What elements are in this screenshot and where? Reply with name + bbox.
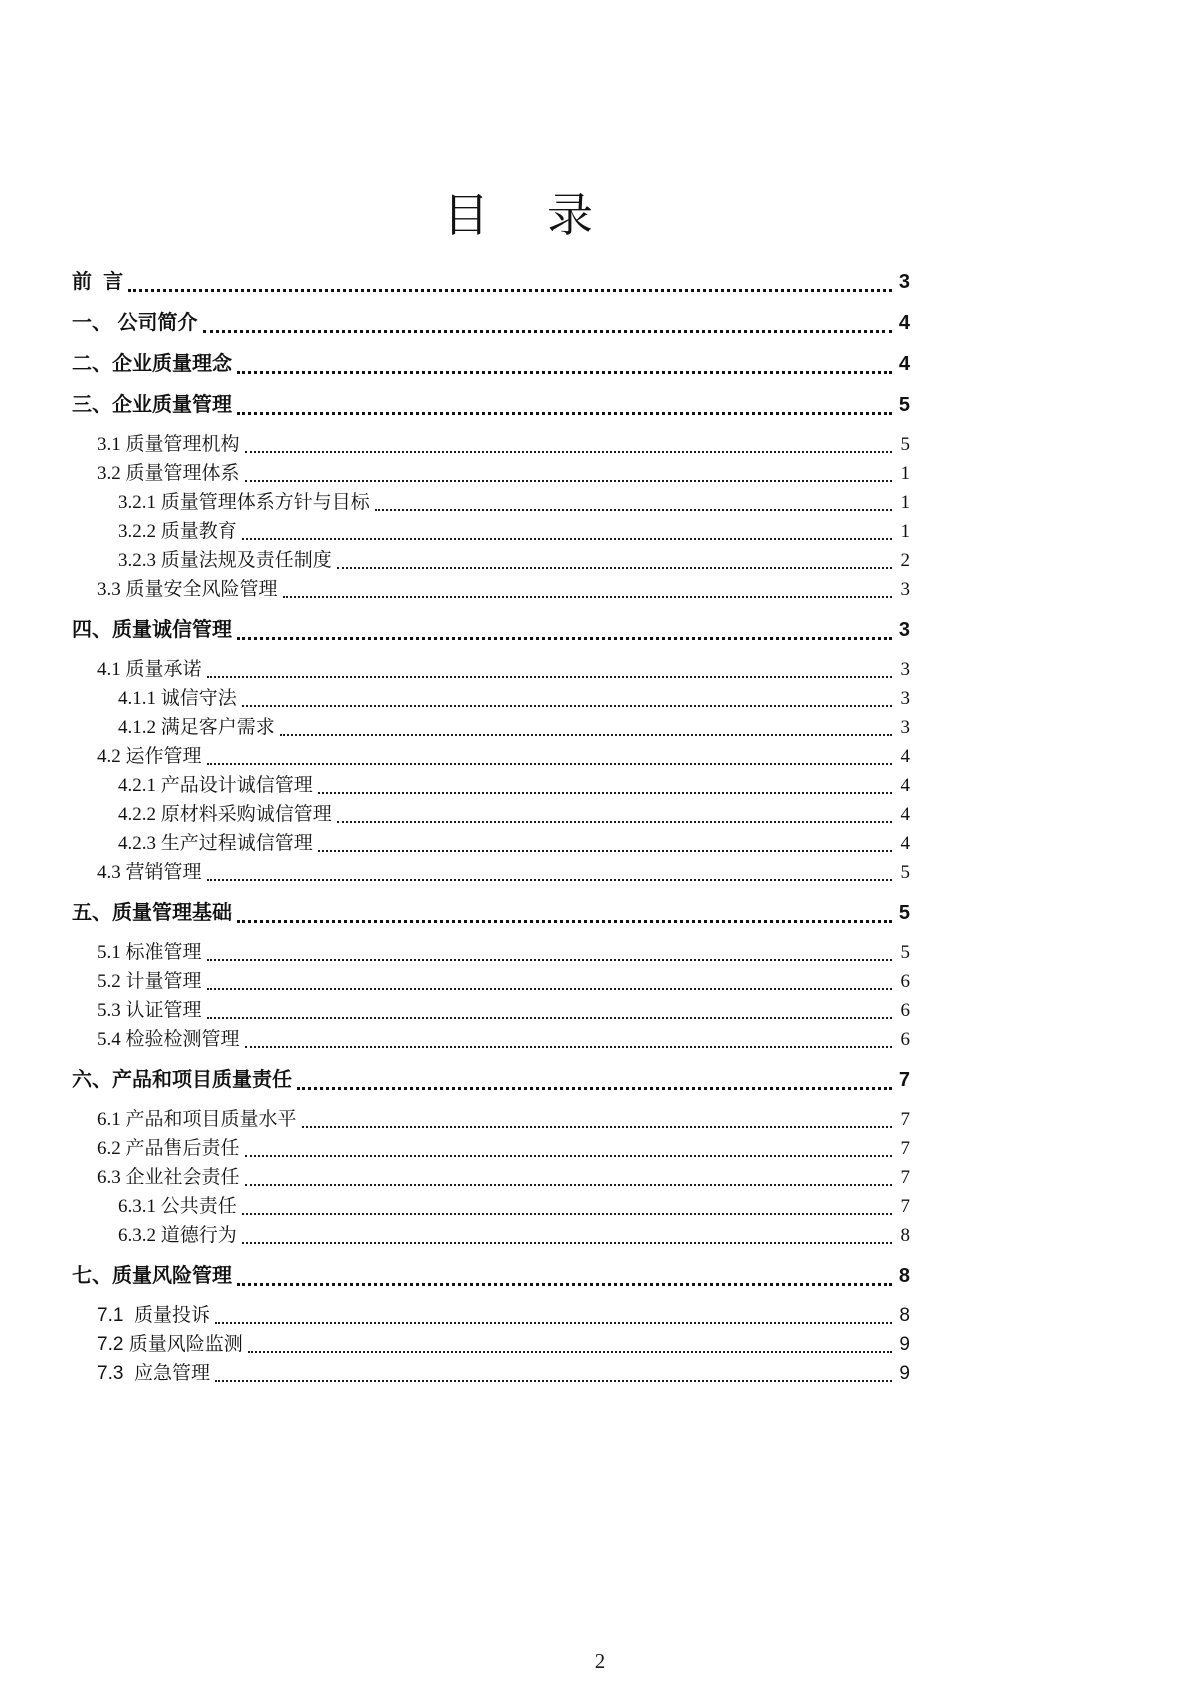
toc-entry[interactable]: [72, 1262, 910, 1291]
toc-entry-label: 二、企业质量理念: [72, 353, 232, 375]
toc-entry[interactable]: [72, 517, 910, 546]
toc-entry-page-number: 4: [900, 833, 910, 854]
toc-entry-page-number: 4: [900, 804, 910, 825]
toc-entry-label: 6.2 产品售后责任: [97, 1138, 240, 1159]
toc-entry[interactable]: [72, 899, 910, 928]
table-of-contents: [72, 268, 910, 1388]
dotted-leader: [207, 879, 892, 881]
toc-entry[interactable]: [72, 938, 910, 967]
dotted-leader: [207, 763, 892, 765]
toc-entry-page-number: 6: [900, 971, 910, 992]
toc-entry[interactable]: [72, 684, 910, 713]
toc-entry-page-number: 2: [900, 550, 910, 571]
toc-entry-page-number: 3: [900, 659, 910, 680]
toc-entry-page-number: 4: [900, 775, 910, 796]
dotted-leader: [318, 850, 892, 852]
toc-entry[interactable]: [72, 967, 910, 996]
toc-entry-label: 3.2 质量管理体系: [97, 463, 240, 484]
toc-entry[interactable]: [72, 268, 910, 297]
toc-entry[interactable]: [72, 1134, 910, 1163]
toc-entry-label: 四、质量诚信管理: [72, 619, 232, 641]
dotted-leader: [248, 1351, 892, 1353]
toc-entry-label: 4.1 质量承诺: [97, 659, 202, 680]
toc-entry-label: 4.1.1 诚信守法: [118, 688, 237, 709]
toc-entry-page-number: 3: [900, 688, 910, 709]
toc-entry-label: 5.4 检验检测管理: [97, 1029, 240, 1050]
toc-entry-label: 4.1.2 满足客户需求: [118, 717, 275, 738]
dotted-leader: [242, 1213, 892, 1215]
toc-entry-label: 4.2.3 生产过程诚信管理: [118, 833, 313, 854]
dotted-leader: [245, 480, 892, 482]
toc-entry[interactable]: [72, 1301, 910, 1330]
dotted-leader: [207, 1017, 892, 1019]
toc-entry[interactable]: [72, 309, 910, 338]
toc-entry-page-number: 9: [899, 1334, 910, 1355]
dotted-leader: [297, 1087, 892, 1090]
dotted-leader: [318, 792, 892, 794]
toc-entry-page-number: 7: [898, 1069, 910, 1091]
toc-entry-label: 3.3 质量安全风险管理: [97, 579, 278, 600]
dotted-leader: [245, 451, 892, 453]
toc-entry[interactable]: [72, 575, 910, 604]
toc-entry[interactable]: [72, 350, 910, 379]
toc-entry[interactable]: [72, 829, 910, 858]
toc-entry-label: 7.3 应急管理: [97, 1363, 210, 1384]
dotted-leader: [128, 289, 892, 292]
dotted-leader: [215, 1322, 892, 1324]
toc-entry-page-number: 6: [900, 1029, 910, 1050]
toc-entry[interactable]: [72, 800, 910, 829]
toc-entry[interactable]: [72, 430, 910, 459]
dotted-leader: [237, 637, 892, 640]
toc-entry[interactable]: [72, 742, 910, 771]
toc-entry-page-number: 1: [900, 463, 910, 484]
toc-entry-page-number: 5: [898, 902, 910, 924]
dotted-leader: [215, 1380, 892, 1382]
toc-entry-page-number: 1: [900, 521, 910, 542]
toc-entry-label: 7.1 质量投诉: [97, 1305, 210, 1326]
toc-entry-label: 6.3 企业社会责任: [97, 1167, 240, 1188]
toc-entry-label: 5.3 认证管理: [97, 1000, 202, 1021]
toc-entry-label: 6.3.2 道德行为: [118, 1225, 237, 1246]
toc-entry-label: 3.2.3 质量法规及责任制度: [118, 550, 332, 571]
toc-entry-page-number: 3: [898, 619, 910, 641]
toc-entry-page-number: 8: [899, 1305, 910, 1326]
dotted-leader: [280, 734, 892, 736]
toc-entry-page-number: 3: [900, 717, 910, 738]
toc-entry-page-number: 7: [900, 1167, 910, 1188]
toc-entry[interactable]: [72, 771, 910, 800]
toc-entry-label: 4.2 运作管理: [97, 746, 202, 767]
toc-entry-page-number: 1: [900, 492, 910, 513]
dotted-leader: [245, 1046, 892, 1048]
toc-entry-label: 一、 公司简介: [72, 312, 198, 334]
toc-entry-label: 5.2 计量管理: [97, 971, 202, 992]
toc-entry-label: 4.2.1 产品设计诚信管理: [118, 775, 313, 796]
dotted-leader: [237, 1283, 892, 1286]
dotted-leader: [207, 676, 892, 678]
toc-entry[interactable]: [72, 1330, 910, 1359]
toc-entry-label: 4.2.2 原材料采购诚信管理: [118, 804, 332, 825]
toc-entry-label: 五、质量管理基础: [72, 902, 232, 924]
toc-entry[interactable]: [72, 1221, 910, 1250]
dotted-leader: [375, 509, 892, 511]
toc-entry-label: 3.2.1 质量管理体系方针与目标: [118, 492, 370, 513]
toc-entry-label: 6.1 产品和项目质量水平: [97, 1109, 297, 1130]
toc-entry-page-number: 4: [898, 312, 910, 334]
toc-entry-page-number: 3: [900, 579, 910, 600]
toc-entry-page-number: 5: [900, 862, 910, 883]
toc-entry-page-number: 7: [900, 1138, 910, 1159]
toc-entry[interactable]: [72, 1066, 910, 1095]
toc-entry[interactable]: [72, 616, 910, 645]
toc-entry[interactable]: [72, 713, 910, 742]
toc-entry-label: 七、质量风险管理: [72, 1265, 232, 1287]
toc-entry[interactable]: [72, 1192, 910, 1221]
toc-entry[interactable]: [72, 1359, 910, 1388]
toc-entry-page-number: 7: [900, 1196, 910, 1217]
dotted-leader: [337, 567, 892, 569]
toc-entry[interactable]: [72, 1163, 910, 1192]
dotted-leader: [237, 412, 892, 415]
toc-entry-label: 4.3 营销管理: [97, 862, 202, 883]
dotted-leader: [245, 1155, 892, 1157]
footer-page-number: 2: [594, 1649, 606, 1673]
toc-entry[interactable]: [72, 1025, 910, 1054]
toc-entry-label: 3.1 质量管理机构: [97, 434, 240, 455]
dotted-leader: [237, 371, 892, 374]
toc-entry[interactable]: [72, 459, 910, 488]
toc-entry-page-number: 3: [898, 271, 910, 293]
toc-entry[interactable]: [72, 391, 910, 420]
toc-entry-page-number: 5: [900, 434, 910, 455]
toc-entry-page-number: 8: [898, 1265, 910, 1287]
toc-entry-page-number: 9: [899, 1363, 910, 1384]
toc-entry-page-number: 7: [900, 1109, 910, 1130]
toc-entry-page-number: 8: [900, 1225, 910, 1246]
toc-entry[interactable]: [72, 1105, 910, 1134]
toc-entry-label: 前 言: [72, 271, 124, 293]
toc-entry-page-number: 4: [900, 746, 910, 767]
toc-entry-label: 3.2.2 质量教育: [118, 521, 237, 542]
dotted-leader: [245, 1184, 892, 1186]
toc-entry-label: 三、企业质量管理: [72, 394, 232, 416]
toc-entry-page-number: 5: [898, 394, 910, 416]
toc-entry[interactable]: [72, 546, 910, 575]
dotted-leader: [207, 988, 892, 990]
toc-entry[interactable]: [72, 655, 910, 684]
dotted-leader: [242, 538, 892, 540]
toc-entry-label: 5.1 标准管理: [97, 942, 202, 963]
toc-entry-page-number: 5: [900, 942, 910, 963]
toc-entry[interactable]: [72, 858, 910, 887]
page-title: 目 录: [443, 190, 599, 241]
dotted-leader: [283, 596, 892, 598]
dotted-leader: [242, 705, 892, 707]
dotted-leader: [242, 1242, 892, 1244]
dotted-leader: [203, 330, 892, 333]
toc-entry-label: 7.2 质量风险监测: [97, 1334, 243, 1355]
toc-entry-label: 6.3.1 公共责任: [118, 1196, 237, 1217]
dotted-leader: [207, 959, 892, 961]
toc-entry-page-number: 6: [900, 1000, 910, 1021]
toc-entry[interactable]: [72, 996, 910, 1025]
dotted-leader: [237, 920, 892, 923]
dotted-leader: [337, 821, 892, 823]
dotted-leader: [302, 1126, 892, 1128]
toc-entry[interactable]: [72, 488, 910, 517]
toc-entry-page-number: 4: [898, 353, 910, 375]
toc-entry-label: 六、产品和项目质量责任: [72, 1069, 292, 1091]
